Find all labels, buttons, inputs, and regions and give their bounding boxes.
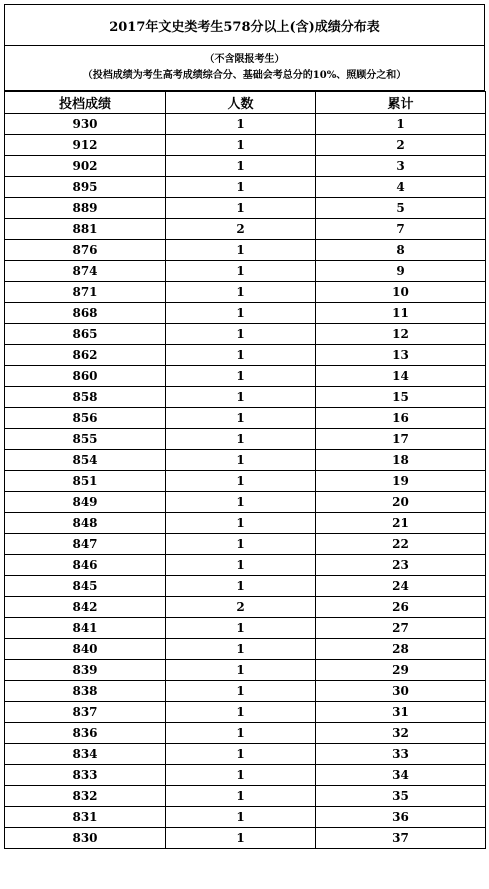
- table-header-row: [5, 92, 486, 114]
- table-row: [5, 240, 486, 261]
- table-row: [5, 597, 486, 618]
- cell-count: 1: [166, 765, 316, 786]
- cell-count: 1: [166, 471, 316, 492]
- cell-cumulative: 18: [316, 450, 486, 471]
- cell-score: 833: [5, 765, 166, 786]
- table-row: [5, 135, 486, 156]
- table-row: [5, 744, 486, 765]
- table-row: [5, 513, 486, 534]
- cell-cumulative: 34: [316, 765, 486, 786]
- cell-cumulative: 22: [316, 534, 486, 555]
- table-row: [5, 114, 486, 135]
- table-row: [5, 408, 486, 429]
- note-score-definition: （投档成绩为考生高考成绩综合分、基础会考总分的10%、照顾分之和）: [82, 70, 407, 81]
- cell-count: 1: [166, 387, 316, 408]
- table-row: [5, 723, 486, 744]
- cell-cumulative: 9: [316, 261, 486, 282]
- cell-cumulative: 5: [316, 198, 486, 219]
- cell-count: 1: [166, 492, 316, 513]
- cell-count: 1: [166, 555, 316, 576]
- cell-score: 874: [5, 261, 166, 282]
- table-row: [5, 450, 486, 471]
- cell-score: 902: [5, 156, 166, 177]
- cell-count: 1: [166, 660, 316, 681]
- table-row: [5, 534, 486, 555]
- cell-score: 849: [5, 492, 166, 513]
- header-cumulative: 累计: [316, 92, 486, 114]
- cell-count: 1: [166, 681, 316, 702]
- table-row: [5, 198, 486, 219]
- cell-score: 855: [5, 429, 166, 450]
- table-row: [5, 639, 486, 660]
- cell-cumulative: 36: [316, 807, 486, 828]
- table-row: [5, 282, 486, 303]
- table-row: [5, 177, 486, 198]
- cell-score: 845: [5, 576, 166, 597]
- cell-count: 1: [166, 282, 316, 303]
- cell-cumulative: 29: [316, 660, 486, 681]
- cell-cumulative: 24: [316, 576, 486, 597]
- table-row: [5, 702, 486, 723]
- cell-count: 2: [166, 219, 316, 240]
- cell-count: 1: [166, 366, 316, 387]
- cell-score: 831: [5, 807, 166, 828]
- cell-score: 840: [5, 639, 166, 660]
- score-distribution-sheet: [4, 4, 485, 849]
- table-row: [5, 681, 486, 702]
- cell-count: 1: [166, 534, 316, 555]
- cell-cumulative: 19: [316, 471, 486, 492]
- cell-count: 1: [166, 576, 316, 597]
- cell-cumulative: 3: [316, 156, 486, 177]
- table-row: [5, 261, 486, 282]
- cell-score: 847: [5, 534, 166, 555]
- cell-score: 871: [5, 282, 166, 303]
- cell-count: 1: [166, 240, 316, 261]
- cell-score: 912: [5, 135, 166, 156]
- page-title: 2017年文史类考生578分以上(含)成绩分布表: [4, 4, 485, 46]
- cell-score: 858: [5, 387, 166, 408]
- cell-count: 1: [166, 828, 316, 849]
- cell-cumulative: 20: [316, 492, 486, 513]
- notes-block: [4, 46, 485, 91]
- table-row: [5, 555, 486, 576]
- cell-count: 1: [166, 702, 316, 723]
- cell-score: 837: [5, 702, 166, 723]
- table-row: [5, 618, 486, 639]
- table-row: [5, 786, 486, 807]
- table-row: [5, 387, 486, 408]
- cell-cumulative: 13: [316, 345, 486, 366]
- cell-score: 862: [5, 345, 166, 366]
- cell-count: 1: [166, 618, 316, 639]
- cell-count: 1: [166, 513, 316, 534]
- cell-score: 854: [5, 450, 166, 471]
- cell-cumulative: 27: [316, 618, 486, 639]
- table-row: [5, 156, 486, 177]
- score-table: [4, 91, 486, 849]
- cell-score: 832: [5, 786, 166, 807]
- cell-score: 856: [5, 408, 166, 429]
- cell-score: 881: [5, 219, 166, 240]
- cell-cumulative: 4: [316, 177, 486, 198]
- cell-cumulative: 35: [316, 786, 486, 807]
- cell-score: 842: [5, 597, 166, 618]
- cell-score: 860: [5, 366, 166, 387]
- table-row: [5, 219, 486, 240]
- table-body: [5, 114, 486, 849]
- table-row: [5, 324, 486, 345]
- table-row: [5, 471, 486, 492]
- table-row: [5, 303, 486, 324]
- table-row: [5, 576, 486, 597]
- cell-cumulative: 14: [316, 366, 486, 387]
- cell-cumulative: 7: [316, 219, 486, 240]
- cell-cumulative: 10: [316, 282, 486, 303]
- cell-cumulative: 30: [316, 681, 486, 702]
- table-row: [5, 807, 486, 828]
- cell-score: 839: [5, 660, 166, 681]
- header-score: 投档成绩: [5, 92, 166, 114]
- cell-score: 868: [5, 303, 166, 324]
- cell-score: 889: [5, 198, 166, 219]
- cell-count: 1: [166, 723, 316, 744]
- cell-score: 830: [5, 828, 166, 849]
- cell-score: 834: [5, 744, 166, 765]
- table-row: [5, 492, 486, 513]
- cell-count: 1: [166, 261, 316, 282]
- cell-count: 1: [166, 114, 316, 135]
- cell-cumulative: 21: [316, 513, 486, 534]
- note-exclusion: （不含限报考生）: [204, 54, 285, 65]
- cell-cumulative: 1: [316, 114, 486, 135]
- cell-cumulative: 16: [316, 408, 486, 429]
- cell-count: 1: [166, 429, 316, 450]
- cell-count: 1: [166, 807, 316, 828]
- cell-score: 848: [5, 513, 166, 534]
- cell-count: 1: [166, 408, 316, 429]
- cell-count: 1: [166, 135, 316, 156]
- table-row: [5, 828, 486, 849]
- cell-score: 930: [5, 114, 166, 135]
- cell-score: 895: [5, 177, 166, 198]
- cell-count: 1: [166, 786, 316, 807]
- cell-count: 1: [166, 177, 316, 198]
- cell-count: 2: [166, 597, 316, 618]
- table-row: [5, 345, 486, 366]
- table-row: [5, 366, 486, 387]
- cell-count: 1: [166, 639, 316, 660]
- cell-cumulative: 26: [316, 597, 486, 618]
- cell-cumulative: 33: [316, 744, 486, 765]
- table-row: [5, 765, 486, 786]
- table-row: [5, 429, 486, 450]
- cell-cumulative: 2: [316, 135, 486, 156]
- cell-cumulative: 11: [316, 303, 486, 324]
- cell-count: 1: [166, 303, 316, 324]
- cell-score: 876: [5, 240, 166, 261]
- cell-score: 836: [5, 723, 166, 744]
- cell-cumulative: 8: [316, 240, 486, 261]
- cell-count: 1: [166, 450, 316, 471]
- cell-cumulative: 28: [316, 639, 486, 660]
- cell-cumulative: 17: [316, 429, 486, 450]
- cell-score: 846: [5, 555, 166, 576]
- cell-cumulative: 37: [316, 828, 486, 849]
- header-count: 人数: [166, 92, 316, 114]
- cell-score: 841: [5, 618, 166, 639]
- cell-count: 1: [166, 156, 316, 177]
- cell-cumulative: 31: [316, 702, 486, 723]
- cell-cumulative: 15: [316, 387, 486, 408]
- cell-cumulative: 23: [316, 555, 486, 576]
- cell-score: 851: [5, 471, 166, 492]
- cell-count: 1: [166, 198, 316, 219]
- cell-cumulative: 12: [316, 324, 486, 345]
- cell-score: 865: [5, 324, 166, 345]
- cell-score: 838: [5, 681, 166, 702]
- cell-count: 1: [166, 324, 316, 345]
- cell-cumulative: 32: [316, 723, 486, 744]
- cell-count: 1: [166, 744, 316, 765]
- cell-count: 1: [166, 345, 316, 366]
- table-row: [5, 660, 486, 681]
